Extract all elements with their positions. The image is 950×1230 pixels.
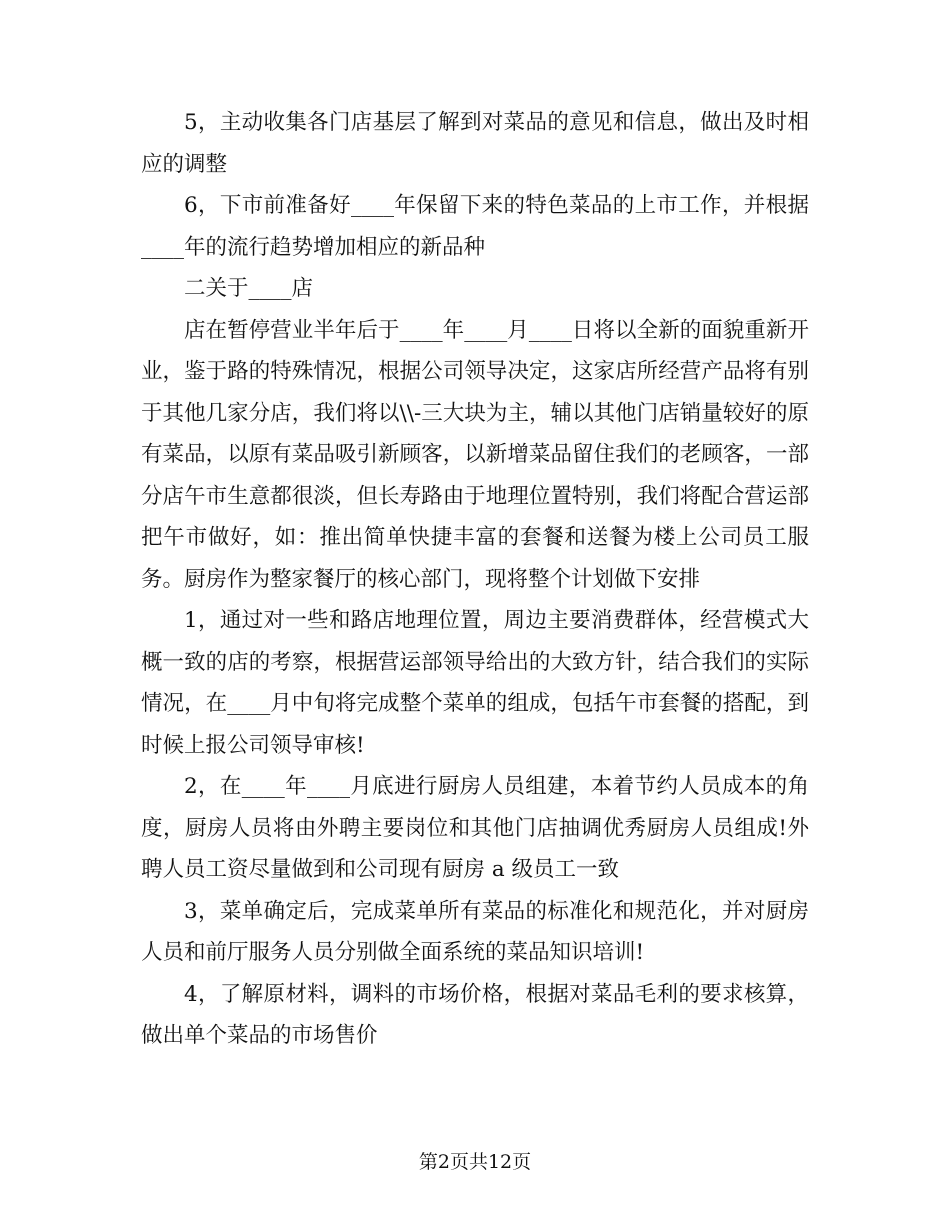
paragraph-store-intro: 店在暂停营业半年后于____年____月____日将以全新的面貌重新开业，鉴于路的特殊情况，根据公司领导决定，这家店所经营产品将有别于其他几家分店，我们将以\\-三大块为主，辅以其他门店销量较好的原有菜品，以原有菜品吸引新顾客，以新增菜品留住我们的老顾客，一部分店午市生意都很淡，但长寿路由于地理位置特别，我们将配合营运部把午市做好，如：推出简单快捷丰富的套餐和送餐为楼上公司员工服务。厨房作为整家餐厅的核心部门，现将整个计划做下安排 — [141, 317, 809, 592]
paragraph-item-1: 1，通过对一些和路店地理位置，周边主要消费群体，经营模式大概一致的店的考察，根据营运部领导给出的大致方针，结合我们的实际情况，在____月中旬将完成整个菜单的组成，包括午市套餐的搭配，到时候上报公司领导审核! — [141, 608, 809, 758]
paragraph-item-4: 4，了解原材料，调料的市场价格，根据对菜品毛利的要求核算，做出单个菜品的市场售价 — [141, 981, 809, 1048]
paragraph-item-2: 2，在____年____月底进行厨房人员组建，本着节约人员成本的角度，厨房人员将由外聘主要岗位和其他门店抽调优秀厨房人员组成!外聘人员工资尽量做到和公司现有厨房 a 级员工一致 — [141, 774, 809, 882]
section-heading: 二关于____店 — [184, 276, 314, 301]
paragraph-item-5: 5，主动收集各门店基层了解到对菜品的意见和信息，做出及时相应的调整 — [141, 110, 809, 177]
paragraph-item-3: 3，菜单确定后，完成菜单所有菜品的标准化和规范化，并对厨房人员和前厅服务人员分别做全面系统的菜品知识培训! — [141, 898, 809, 965]
page-number-footer: 第2页共12页 — [418, 1151, 532, 1173]
paragraph-item-6: 6，下市前准备好____年保留下来的特色菜品的上市工作，并根据____年的流行趋势增加相应的新品种 — [141, 193, 809, 260]
document-body — [141, 102, 809, 1057]
